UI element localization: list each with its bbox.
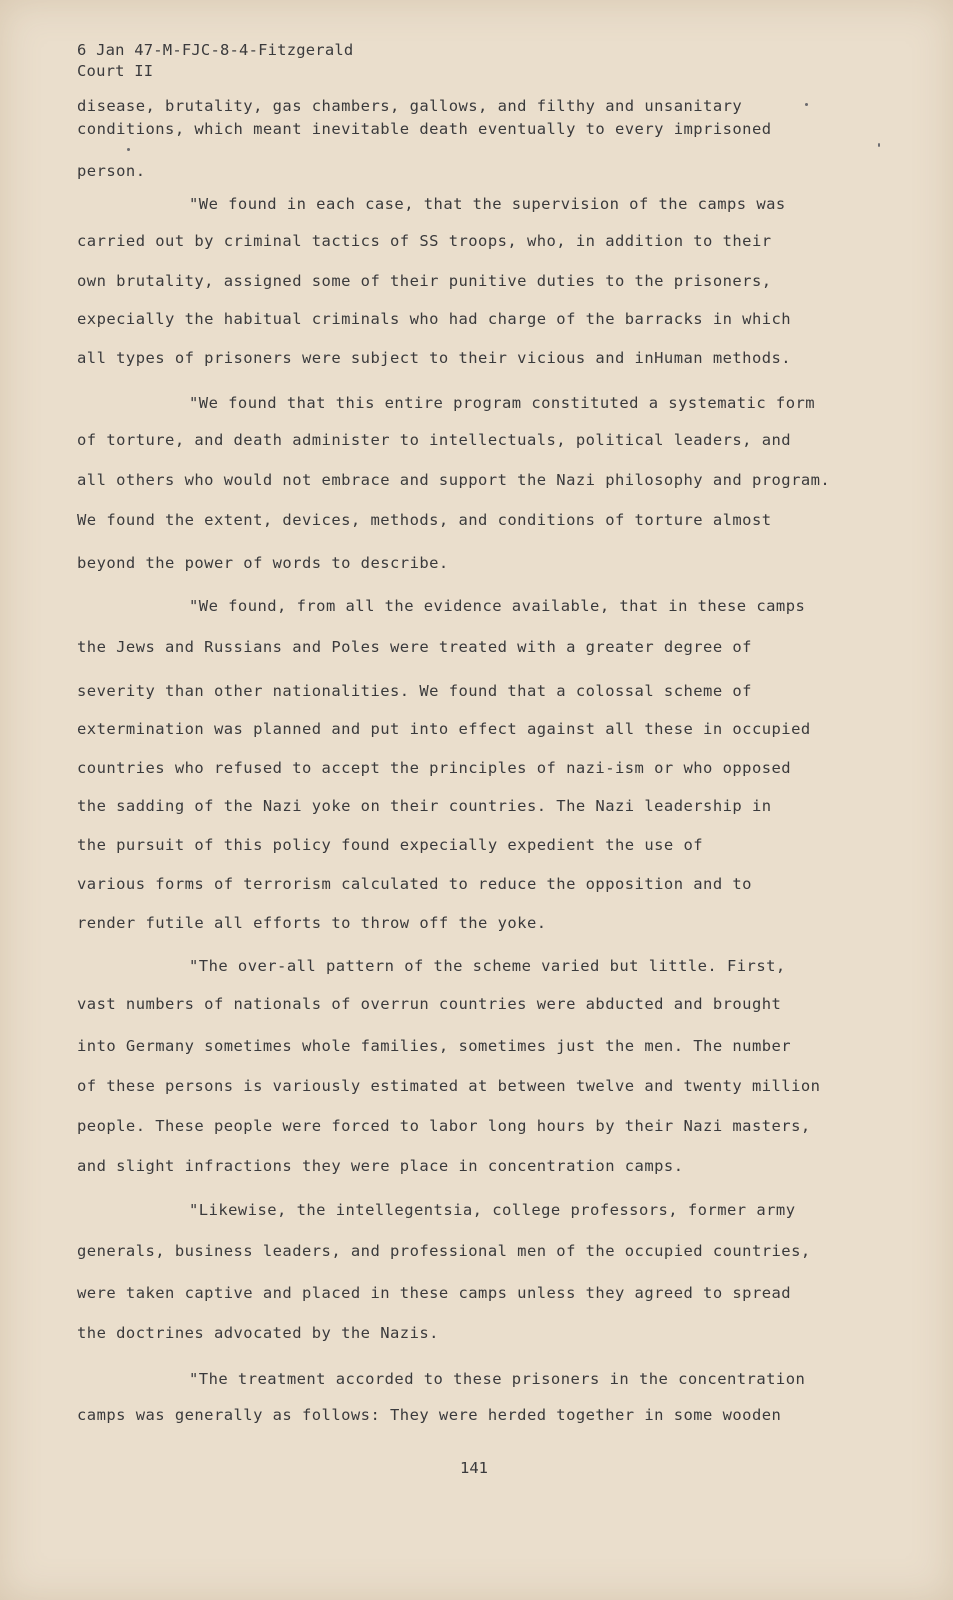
paragraph-start: "We found that this entire program constituted a systematic form <box>189 394 816 412</box>
text-line: into Germany sometimes whole families, sometimes just the men. The number <box>77 1037 792 1055</box>
text-line: of torture, and death administer to intellectuals, political leaders, and <box>77 431 792 449</box>
text-line: disease, brutality, gas chambers, gallows, and filthy and unsanitary <box>77 97 743 115</box>
text-line: generals, business leaders, and professional men of the occupied countries, <box>77 1242 811 1260</box>
text-line: own brutality, assigned some of their punitive duties to the prisoners, <box>77 272 772 290</box>
header-session-reference: 6 Jan 47-M-FJC-8-4-Fitzgerald <box>77 41 354 59</box>
paragraph-start: "Likewise, the intellegentsia, college professors, former army <box>189 1201 796 1219</box>
text-line: the doctrines advocated by the Nazis. <box>77 1324 439 1342</box>
text-line: vast numbers of nationals of overrun countries were abducted and brought <box>77 995 782 1013</box>
paragraph-start: "The over-all pattern of the scheme varied but little. First, <box>189 957 786 975</box>
text-line: and slight infractions they were place in concentration camps. <box>77 1157 684 1175</box>
page-number: 141 <box>460 1459 488 1477</box>
text-line: severity than other nationalities. We found that a colossal scheme of <box>77 682 752 700</box>
text-line: We found the extent, devices, methods, and conditions of torture almost <box>77 511 772 529</box>
paragraph-start: "The treatment accorded to these prisoners in the concentration <box>189 1370 806 1388</box>
text-line: the pursuit of this policy found expecially expedient the use of <box>77 836 704 854</box>
ink-speck <box>805 103 808 106</box>
text-line: render futile all efforts to throw off the yoke. <box>77 914 547 932</box>
text-line: various forms of terrorism calculated to reduce the opposition and to <box>77 875 752 893</box>
ink-speck <box>127 148 130 151</box>
header-court: Court II <box>77 62 154 80</box>
text-line: were taken captive and placed in these camps unless they agreed to spread <box>77 1284 792 1302</box>
text-line: beyond the power of words to describe. <box>77 554 449 572</box>
text-line: countries who refused to accept the principles of nazi-ism or who opposed <box>77 759 792 777</box>
text-line: extermination was planned and put into effect against all these in occupied <box>77 720 811 738</box>
paragraph-start: "We found in each case, that the supervision of the camps was <box>189 195 786 213</box>
text-line: carried out by criminal tactics of SS troops, who, in addition to their <box>77 232 772 250</box>
text-line: expecially the habitual criminals who had charge of the barracks in which <box>77 310 792 328</box>
text-line: conditions, which meant inevitable death eventually to every imprisoned <box>77 120 772 138</box>
text-line: people. These people were forced to labor long hours by their Nazi masters, <box>77 1117 811 1135</box>
document-header <box>77 40 353 82</box>
paragraph-start: "We found, from all the evidence available, that in these camps <box>189 597 806 615</box>
text-line: the sadding of the Nazi yoke on their countries. The Nazi leadership in <box>77 797 772 815</box>
text-line: the Jews and Russians and Poles were treated with a greater degree of <box>77 638 752 656</box>
ink-speck <box>878 143 880 147</box>
text-line: of these persons is variously estimated at between twelve and twenty million <box>77 1077 821 1095</box>
text-line: all others who would not embrace and support the Nazi philosophy and program. <box>77 471 831 489</box>
text-line: all types of prisoners were subject to their vicious and inHuman methods. <box>77 349 792 367</box>
text-line: person. <box>77 162 146 180</box>
text-line: camps was generally as follows: They were herded together in some wooden <box>77 1406 782 1424</box>
